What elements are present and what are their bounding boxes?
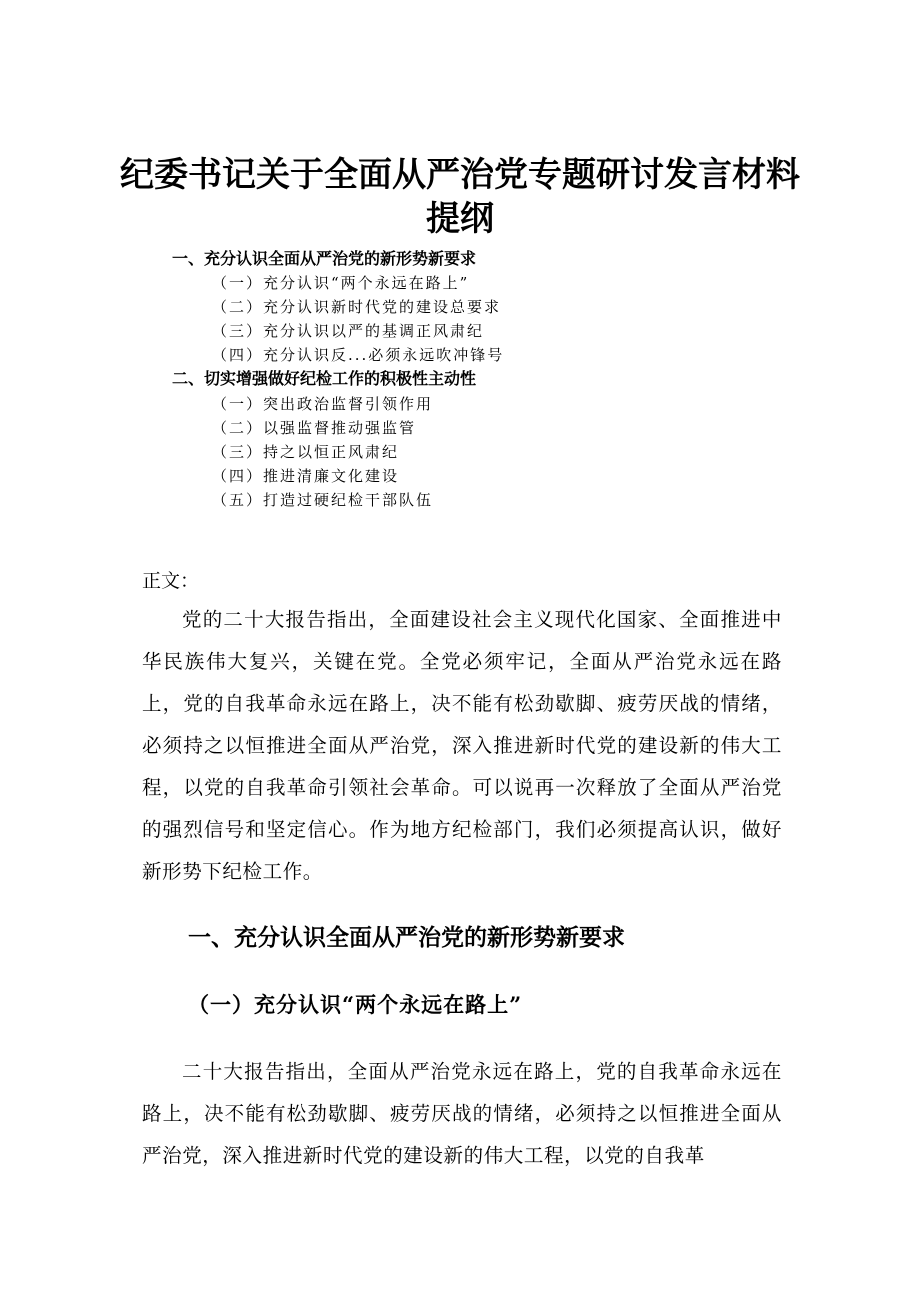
- outline-item-2-2: （二）以强监督推动强监管: [212, 419, 417, 437]
- document-title-line-2: 提纲: [426, 199, 494, 239]
- subsection-paragraph-1-1: 二十大报告指出，全面从严治党永远在路上，党的自我革命永远在路上，决不能有松劲歇脚、疲劳厌战的情绪，必须持之以恒推进全面从严治党，深入推进新时代党的建设新的伟大工程，以党的自我革: [142, 1060, 782, 1167]
- outline-heading-2: 二、切实增强做好纪检工作的积极性主动性: [172, 369, 477, 388]
- subsection-heading-1-1: （一）充分认识“两个永远在路上”: [188, 992, 523, 1017]
- outline-item-1-1: （一）充分认识“两个永远在路上”: [212, 274, 470, 292]
- outline-item-1-3: （三）充分认识以严的基调正风肃纪: [212, 322, 485, 340]
- body-label: 正文：: [142, 570, 200, 592]
- intro-paragraph: 党的二十大报告指出，全面建设社会主义现代化国家、全面推进中华民族伟大复兴，关键在党。全党必须牢记，全面从严治党永远在路上，党的自我革命永远在路上，决不能有松劲歇脚、疲劳厌战的情绪，必须持之以恒推进全面从严治党，深入推进新时代党的建设新的伟大工程，以党的自我革命引领社会革命。可以说再一次释放了全面从严治党的强烈信号和坚定信心。作为地方纪检部门，我们必须提高认识，做好新形势下纪检工作。: [142, 608, 782, 883]
- outline-item-2-3: （三）持之以恒正风肃纪: [212, 443, 400, 461]
- outline-item-1-4: （四）充分认识反...必须永远吹冲锋号: [212, 346, 505, 364]
- outline-item-2-1: （一）突出政治监督引领作用: [212, 395, 434, 413]
- outline-heading-1: 一、充分认识全面从严治党的新形势新要求: [172, 249, 477, 268]
- outline-item-2-4: （四）推进清廉文化建设: [212, 467, 400, 485]
- outline-item-2-5: （五）打造过硬纪检干部队伍: [212, 491, 434, 509]
- document-title-line-1: 纪委书记关于全面从严治党专题研讨发言材料: [120, 155, 800, 195]
- section-heading-1: 一、充分认识全面从严治党的新形势新要求: [188, 925, 625, 951]
- outline-item-1-2: （二）充分认识新时代党的建设总要求: [212, 298, 502, 316]
